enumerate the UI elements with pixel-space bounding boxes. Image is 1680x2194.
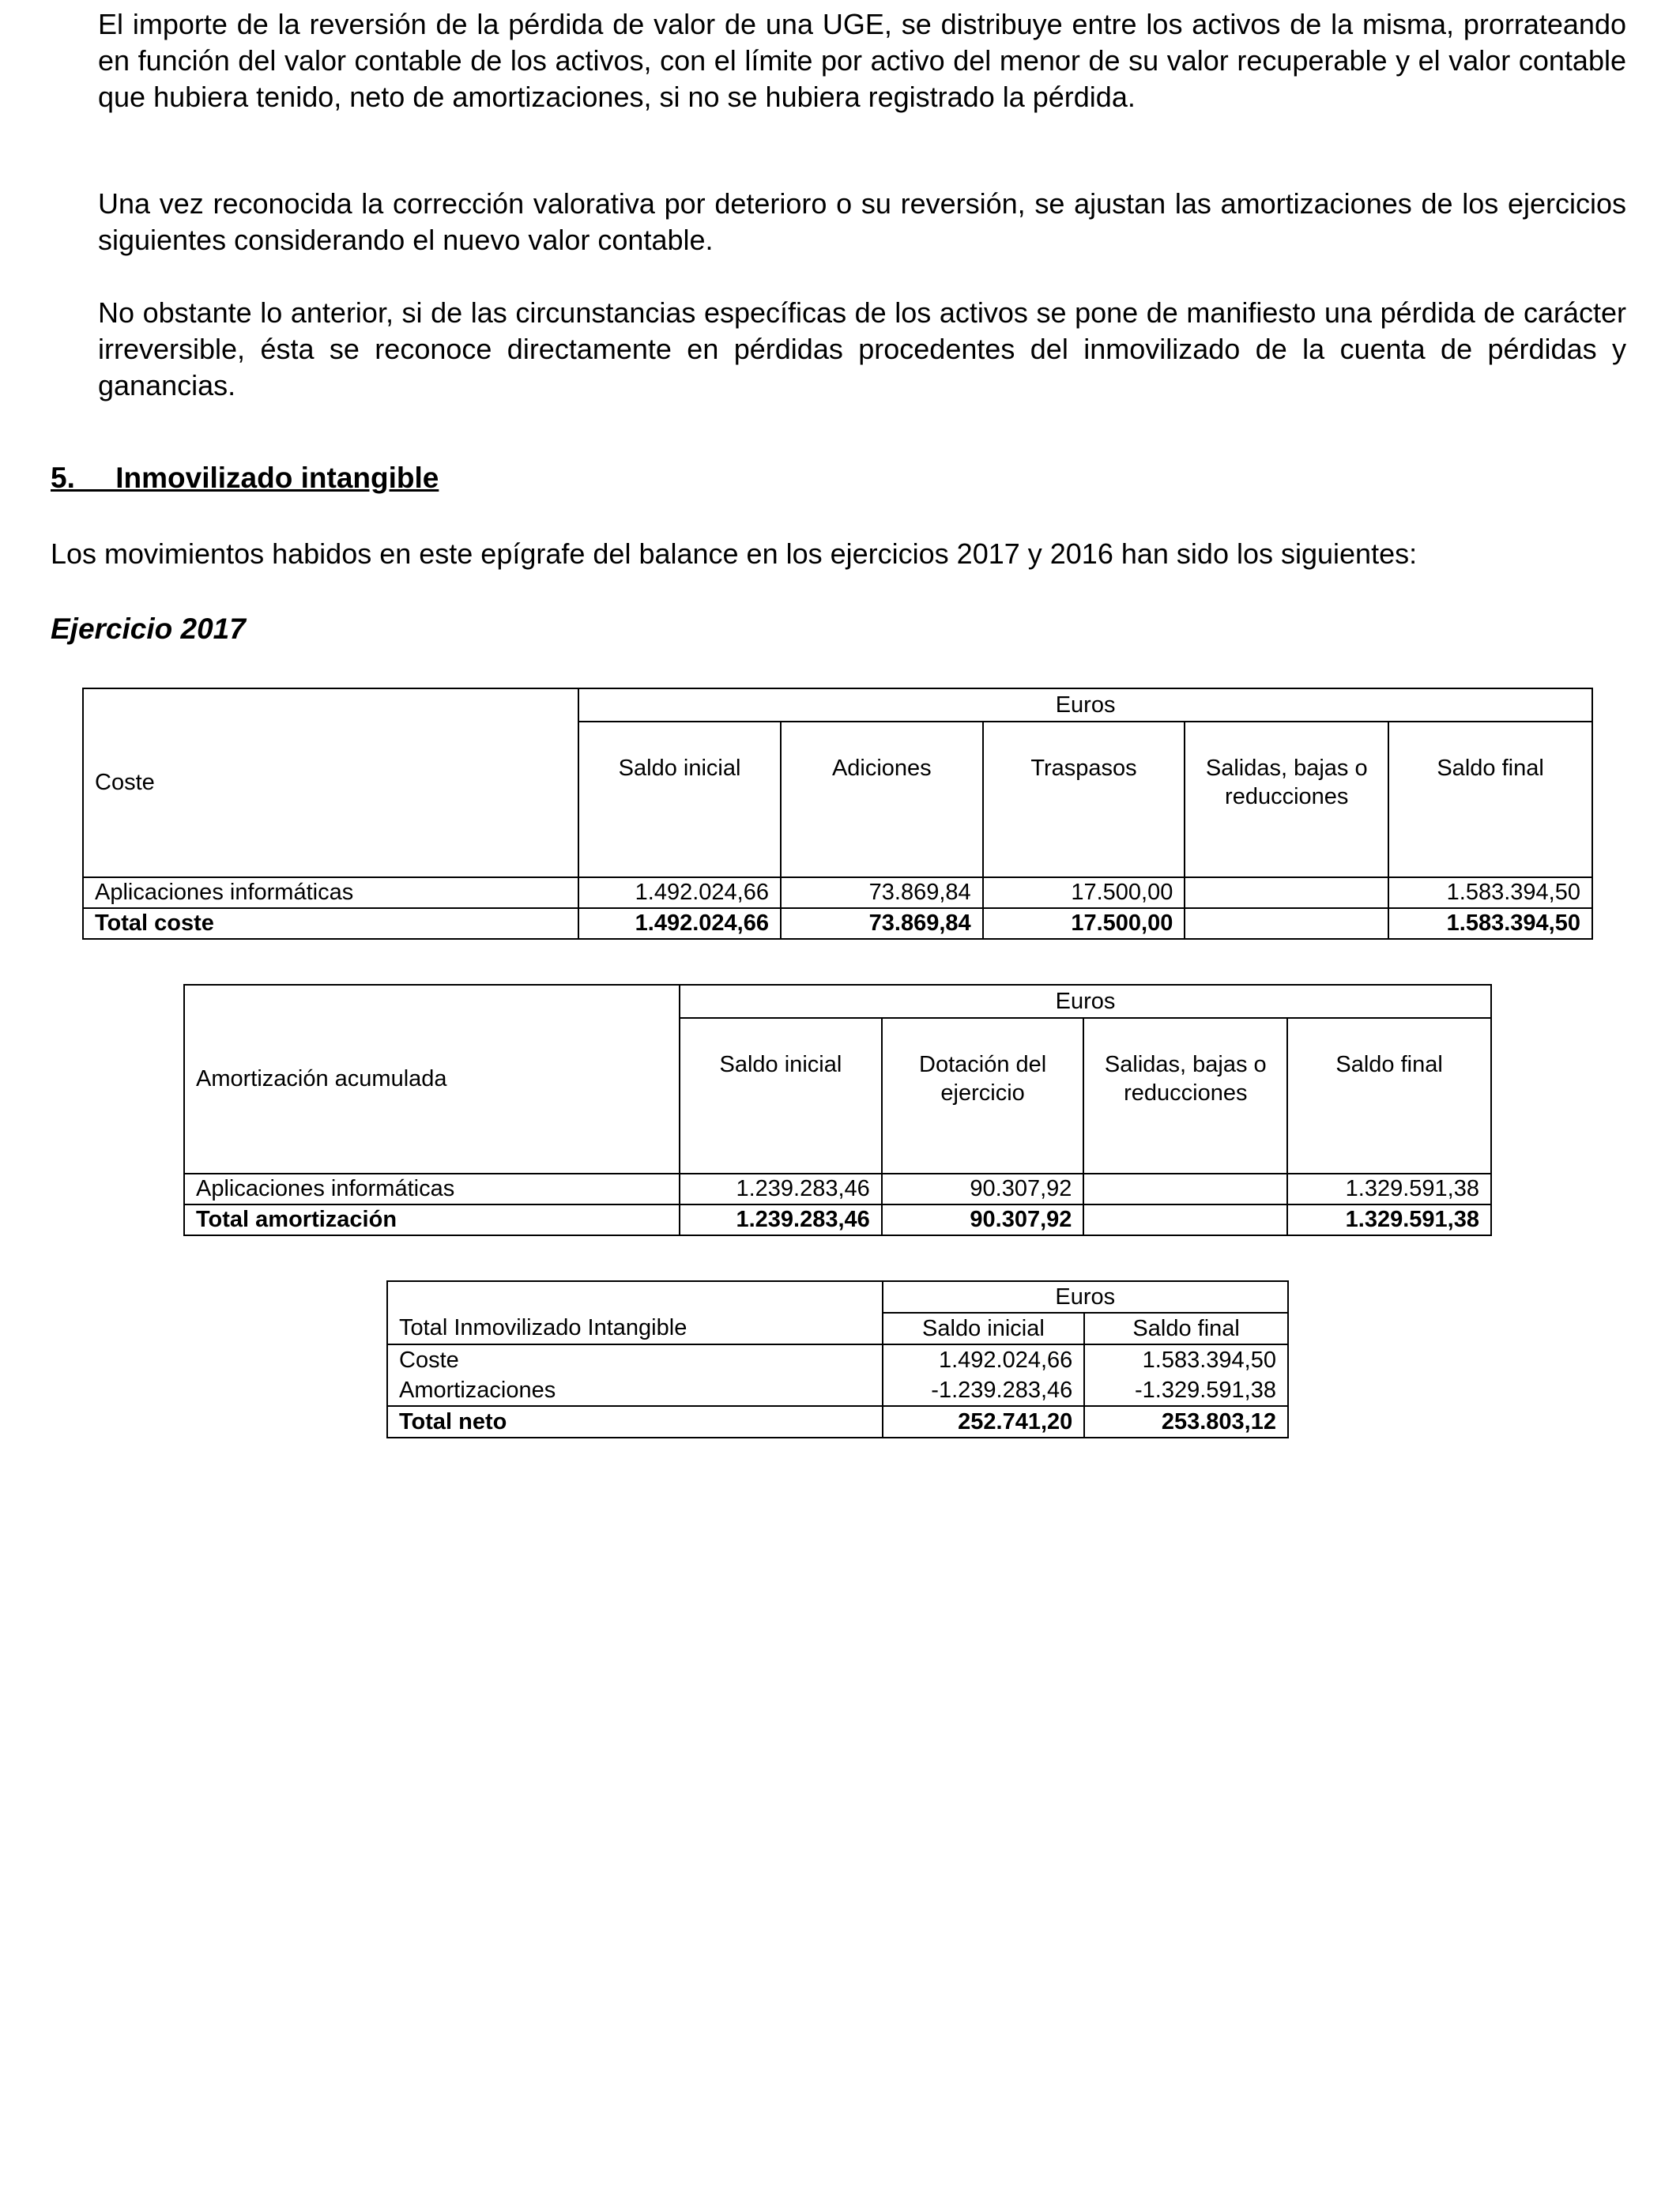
table-total-row (184, 1204, 1491, 1235)
table-row (83, 877, 1592, 908)
table-row (184, 1174, 1491, 1204)
cost-col-header: Saldo final (1388, 722, 1592, 877)
section-intro: Los movimientos habidos en este epígrafe del balance en los ejercicios 2017 y 2016 han sido los siguientes: (51, 537, 1418, 570)
cell-value: 17.500,00 (983, 877, 1185, 908)
amort-row-header: Amortización acumulada (184, 985, 680, 1174)
cost-euros-header: Euros (578, 688, 1592, 722)
cost-col-header: Traspasos (983, 722, 1185, 877)
cell-value: 73.869,84 (781, 908, 983, 939)
cell-value: 1.239.283,46 (680, 1204, 882, 1235)
amort-euros-header: Euros (680, 985, 1491, 1018)
cost-col-header: Salidas, bajas o reducciones (1185, 722, 1388, 877)
row-label: Amortizaciones (387, 1375, 883, 1406)
amortization-table (183, 984, 1492, 1236)
row-label: Total coste (83, 908, 578, 939)
cell-value: 90.307,92 (882, 1174, 1084, 1204)
cost-col-header: Saldo inicial (578, 722, 781, 877)
row-label: Total amortización (184, 1204, 680, 1235)
cost-col-header: Adiciones (781, 722, 983, 877)
row-label: Coste (387, 1344, 883, 1375)
cell-value: 73.869,84 (781, 877, 983, 908)
total-row-header: Total Inmovilizado Intangible (387, 1313, 883, 1344)
cell-value: 1.583.394,50 (1388, 908, 1592, 939)
cell-value: 1.583.394,50 (1084, 1344, 1288, 1375)
cell-value: -1.239.283,46 (883, 1375, 1085, 1406)
cell-value: 90.307,92 (882, 1204, 1084, 1235)
row-label: Total neto (387, 1406, 883, 1438)
cell-value (1185, 877, 1388, 908)
table-row (387, 1375, 1288, 1406)
cell-value: 1.239.283,46 (680, 1174, 882, 1204)
table-row (387, 1344, 1288, 1375)
table-total-row (83, 908, 1592, 939)
cell-value: 1.329.591,38 (1287, 1174, 1491, 1204)
amort-col-header: Salidas, bajas o reducciones (1083, 1018, 1287, 1174)
cell-value: 1.492.024,66 (883, 1344, 1085, 1375)
cell-value: -1.329.591,38 (1084, 1375, 1288, 1406)
cell-value (1083, 1174, 1287, 1204)
empty-cell (387, 1281, 883, 1313)
row-label: Aplicaciones informáticas (184, 1174, 680, 1204)
paragraph-irreversible: No obstante lo anterior, si de las circunstancias específicas de los activos se pone de manifiesto una pérdida de carácter irreversible, ésta se reconoce directamente en pérdidas procedentes del inmovilizado de la cuenta de pérdidas y ganancias. (98, 296, 1626, 401)
cell-value: 1.329.591,38 (1287, 1204, 1491, 1235)
cell-value (1185, 908, 1388, 939)
total-euros-header: Euros (883, 1281, 1288, 1313)
section-heading: 5. Inmovilizado intangible (51, 462, 439, 494)
total-col-header: Saldo final (1084, 1313, 1288, 1344)
total-col-header: Saldo inicial (883, 1313, 1085, 1344)
paragraph-reversion: El importe de la reversión de la pérdida de valor de una UGE, se distribuye entre los activos de la misma, prorrateando en función del valor contable de los activos, con el límite por activo del menor de su valor recuperable y el valor contable que hubiera tenido, neto de amortizaciones, si no se hubiera registrado la pérdida. (98, 8, 1626, 113)
cell-value: 1.492.024,66 (578, 908, 781, 939)
section-subheading: Ejercicio 2017 (51, 613, 246, 645)
amort-col-header: Dotación del ejercicio (882, 1018, 1084, 1174)
amort-col-header: Saldo final (1287, 1018, 1491, 1174)
paragraph-correccion: Una vez reconocida la corrección valorativa por deterioro o su reversión, se ajustan las amortizaciones de los ejercicios siguientes considerando el nuevo valor contable. (98, 187, 1626, 256)
total-intangible-table (386, 1280, 1289, 1438)
cell-value: 1.492.024,66 (578, 877, 781, 908)
table-total-row (387, 1406, 1288, 1438)
cost-row-header: Coste (83, 688, 578, 877)
cell-value: 17.500,00 (983, 908, 1185, 939)
cell-value: 253.803,12 (1084, 1406, 1288, 1438)
amort-col-header: Saldo inicial (680, 1018, 882, 1174)
cell-value: 1.583.394,50 (1388, 877, 1592, 908)
cell-value (1083, 1204, 1287, 1235)
cell-value: 252.741,20 (883, 1406, 1085, 1438)
cost-table (82, 688, 1593, 940)
row-label: Aplicaciones informáticas (83, 877, 578, 908)
